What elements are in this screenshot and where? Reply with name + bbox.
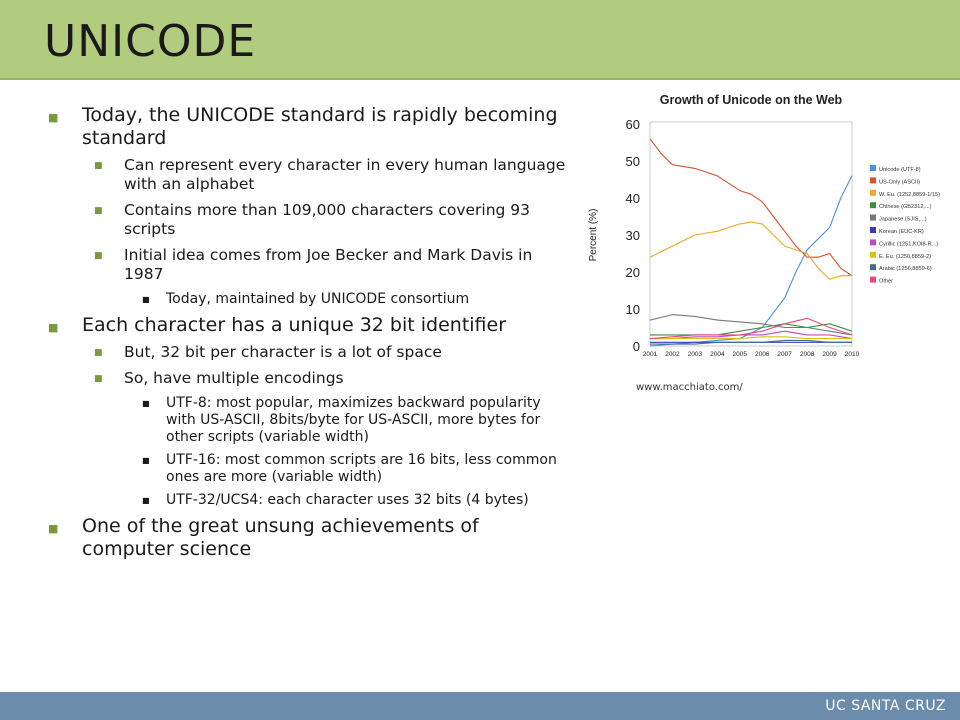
bullet-text: UTF-8: most popular, maximizes backward popularity with US-ASCII, 8bits/byte for US-ASCII, more bytes for other scripts (variable width) (166, 394, 541, 445)
x-tick-label: 2001 (642, 351, 658, 358)
legend-label: Japanese (SJIS,...) (879, 216, 927, 223)
bullet-level2 (48, 369, 568, 388)
legend-swatch (870, 264, 876, 270)
plot-frame (650, 122, 852, 346)
y-tick-label: 20 (625, 265, 640, 280)
bullet-text: Each character has a unique 32 bit identifier (82, 313, 507, 336)
x-tick-label: 2009 (822, 351, 837, 358)
x-tick-label: 2006 (754, 351, 770, 358)
bullet-text: One of the great unsung achievements of computer science (82, 515, 479, 561)
series-line (650, 318, 852, 338)
bullet-level3 (48, 452, 568, 486)
y-tick-label: 10 (625, 302, 640, 317)
bullet-level3 (48, 395, 568, 446)
bullet-text: So, have multiple encodings (124, 368, 344, 387)
bullet-text: UTF-16: most common scripts are 16 bits, less common ones are more (variable width) (166, 452, 557, 486)
legend-label: Other (879, 278, 893, 285)
legend-label: Unicode (UTF-8) (879, 167, 921, 173)
footer-bar (0, 692, 960, 720)
bullet-level1 (48, 104, 568, 150)
bullet-marker-icon: ■ (48, 111, 59, 124)
slide-title: UNICODE (44, 16, 257, 67)
bullet-text: Contains more than 109,000 characters covering 93 scripts (124, 201, 531, 239)
legend-swatch (870, 215, 876, 221)
bullet-marker-icon: ■ (48, 320, 59, 334)
bullet-text: Today, the UNICODE standard is rapidly becoming standard (82, 104, 558, 150)
legend-label: Korean (EUC-KR) (879, 229, 924, 235)
bullet-list (48, 104, 568, 568)
bullet-marker-icon: ■ (142, 456, 150, 466)
bullet-level3 (48, 492, 568, 509)
y-tick-label: 0 (632, 339, 640, 354)
legend-swatch (870, 239, 876, 245)
x-tick-label: 2004 (710, 351, 725, 358)
legend-swatch (870, 165, 876, 171)
bullet-level2 (48, 201, 568, 239)
y-axis-label: Percent (%) (588, 208, 599, 262)
legend-swatch (870, 252, 876, 258)
bullet-marker-icon: ■ (94, 348, 103, 359)
y-tick-label: 50 (625, 154, 640, 169)
bullet-marker-icon: ■ (142, 496, 150, 506)
bullet-marker-icon: ■ (94, 161, 103, 172)
bullet-marker-icon: ■ (142, 398, 150, 408)
series-line (650, 139, 852, 276)
bullet-level2 (48, 246, 568, 284)
x-tick-label: 2008 (799, 351, 815, 358)
x-tick-label: 2007 (777, 351, 792, 358)
footer-label: UC SANTA CRUZ (825, 698, 946, 714)
bullet-level2 (48, 343, 568, 362)
bullet-marker-icon: ■ (142, 294, 150, 304)
bullet-marker-icon: ■ (94, 250, 103, 261)
bullet-text: Today, maintained by UNICODE consortium (166, 290, 470, 307)
y-tick-label: 30 (625, 228, 640, 243)
x-tick-label: 2003 (687, 351, 703, 358)
legend-label: US-Only (ASCII) (879, 179, 921, 186)
series-line (650, 222, 852, 279)
bullet-level3 (48, 291, 568, 308)
bullet-text: But, 32 bit per character is a lot of space (124, 343, 442, 362)
legend-label: W. Eu. (1252,8859-1/15) (879, 191, 940, 198)
legend-swatch (870, 277, 876, 283)
legend-label: Chinese (GB2312,...) (879, 204, 932, 211)
source-link[interactable]: www.macchiato.com/ (636, 382, 743, 393)
bullet-text: Can represent every character in every human language with an alphabet (124, 156, 566, 194)
bullet-level2 (48, 156, 568, 194)
series-line (650, 176, 852, 346)
x-tick-label: 2002 (665, 351, 680, 358)
bullet-level1 (48, 314, 568, 337)
unicode-growth-chart (578, 86, 958, 376)
legend-label: Arabic (1256,8859-6) (879, 266, 932, 273)
bullet-marker-icon: ■ (94, 373, 103, 384)
legend-swatch (870, 227, 876, 233)
title-bar (0, 0, 960, 78)
legend-swatch (870, 202, 876, 208)
y-tick-label: 40 (625, 191, 640, 206)
legend-swatch (870, 177, 876, 183)
legend-swatch (870, 190, 876, 196)
bullet-text: UTF-32/UCS4: each character uses 32 bits (4 bytes) (166, 492, 529, 509)
chart-title: Growth of Unicode on the Web (659, 93, 843, 107)
chart-svg (578, 86, 958, 376)
y-tick-label: 60 (625, 117, 640, 132)
bullet-marker-icon: ■ (94, 206, 103, 217)
bullet-level1 (48, 515, 568, 561)
legend-label: E. Eu. (1250,8859-2) (879, 253, 931, 260)
x-tick-label: 2010 (844, 351, 860, 358)
bullet-marker-icon: ■ (48, 522, 59, 536)
x-tick-label: 2005 (732, 351, 748, 358)
legend-label: Cyrillic (1251,KOI8-R...) (879, 241, 939, 248)
bullet-text: Initial idea comes from Joe Becker and Mark Davis in 1987 (124, 245, 533, 283)
